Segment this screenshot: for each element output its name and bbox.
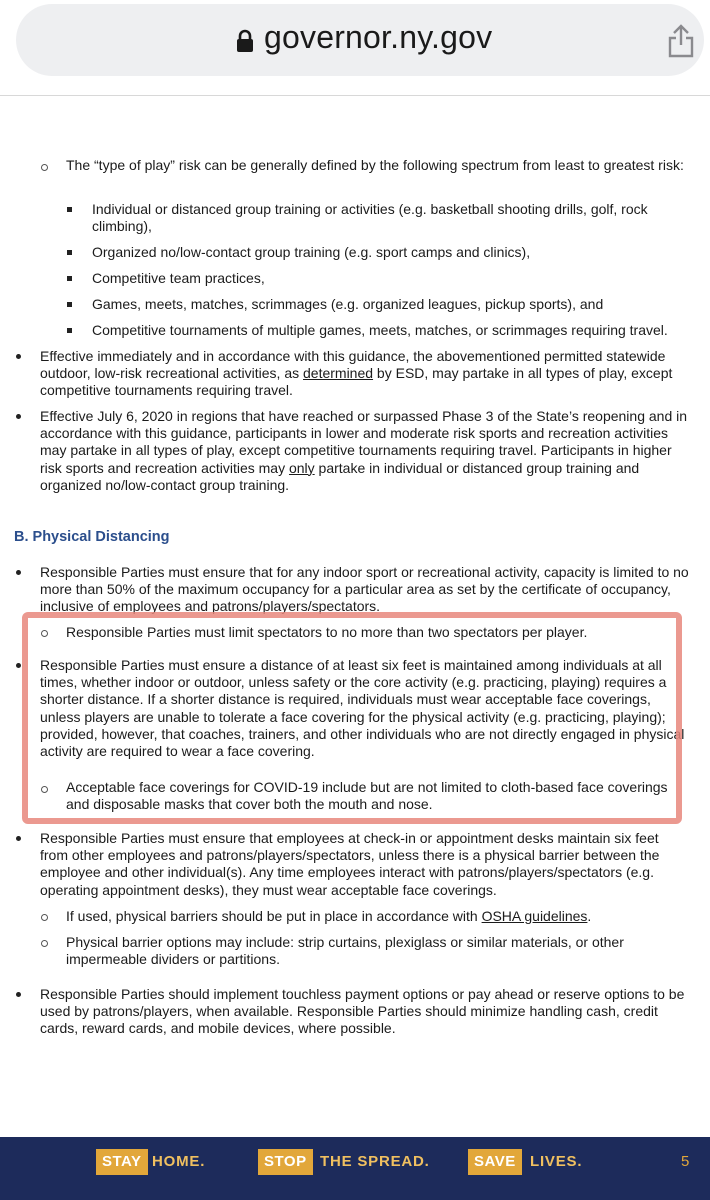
bullet-circle xyxy=(41,940,48,947)
bullet-dot xyxy=(16,354,21,359)
bullet-dot xyxy=(16,414,21,419)
bullet-circle xyxy=(41,786,48,793)
share-icon[interactable] xyxy=(666,24,696,58)
list-item: Competitive team practices, xyxy=(92,270,265,286)
lock-icon xyxy=(236,29,254,53)
bullet-square xyxy=(67,302,72,307)
toolbar-divider xyxy=(0,95,710,96)
text-run: . xyxy=(587,908,592,924)
list-item: Games, meets, matches, scrimmages (e.g. organized leagues, pickup sports), and xyxy=(92,296,604,312)
barriers-paragraph xyxy=(66,908,690,925)
page-number: 5 xyxy=(681,1153,690,1170)
list-item: Individual or distanced group training or activities (e.g. basketball shooting drills, golf, rock climbing), xyxy=(92,201,648,235)
underlined-term: determined xyxy=(303,365,374,382)
bullet-square xyxy=(67,328,72,333)
bullet-dot xyxy=(16,663,21,668)
bullet-circle xyxy=(41,630,48,637)
effective-july-paragraph xyxy=(40,408,690,494)
six-feet-paragraph: Responsible Parties must ensure a distance of at least six feet is maintained among individuals at all times, whether indoor or outdoor, unless safety or the core activity (e.g. practicing, playing) requires a shorter distance. If a shorter distance is required, individuals must wear acceptable face coverings, unless players are unable to tolerate a face covering for the physical activity (e.g. practicing, playing); provided, however, that coaches, trainers, and other individuals who are not directly engaged in physical activity are required to wear a face covering. xyxy=(40,657,685,760)
section-heading: B. Physical Distancing xyxy=(14,529,170,545)
browser-toolbar xyxy=(0,0,710,92)
list-item: Organized no/low-contact group training (e.g. sport camps and clinics), xyxy=(92,244,531,260)
bullet-circle xyxy=(41,914,48,921)
text-run: by ESD, may partake in all types of play, except competitive tournaments requiring travel. xyxy=(40,365,673,399)
osha-link[interactable]: OSHA guidelines xyxy=(481,908,588,924)
save-chip: SAVE xyxy=(468,1149,522,1175)
spread-text: THE SPREAD. xyxy=(320,1153,430,1170)
bullet-square xyxy=(67,250,72,255)
lives-text: LIVES. xyxy=(530,1153,583,1170)
capacity-paragraph: Responsible Parties must ensure that for any indoor sport or recreational activity, capacity is limited to no more than 50% of the maximum occupancy for a particular area as set by the certificate of occupancy, inclusive of employees and patrons/players/spectators. xyxy=(40,564,689,615)
underlined-term: only xyxy=(288,459,315,476)
type-of-play-intro: The “type of play” risk can be generally defined by the following spectrum from least to greatest risk: xyxy=(66,157,684,173)
list-item: Competitive tournaments of multiple games, meets, matches, or scrimmages requiring travel. xyxy=(92,322,668,338)
address-bar[interactable] xyxy=(16,4,704,76)
stay-chip: STAY xyxy=(96,1149,148,1175)
bullet-square xyxy=(67,276,72,281)
text-run: Effective July 6, 2020 in regions that have reached or surpassed Phase 3 of the State’s reopening and in accordance with this guidance, participants in lower and moderate risk sports and recreation activities may partake in all types of play, except competitive tournaments requiring travel. Participants in higher risk sports and recreation activities may xyxy=(40,408,688,476)
checkin-paragraph: Responsible Parties must ensure that employees at check-in or appointment desks maintain six feet from other employees and patrons/players/spectators, unless there is a physical barrier between the employee and other individual(s). Any time employees interact with patrons/players/spectators (e.g. operating appointment desks), they must wear acceptable face coverings. xyxy=(40,830,660,898)
touchless-paragraph: Responsible Parties should implement touchless payment options or pay ahead or reserve options to be used by patrons/players, when available. Responsible Parties should minimize handling cash, credit cards, reward cards, and mobile devices, where possible. xyxy=(40,986,685,1037)
bullet-dot xyxy=(16,992,21,997)
bullet-square xyxy=(67,207,72,212)
bullet-dot xyxy=(16,570,21,575)
text-run: If used, physical barriers should be put in place in accordance with xyxy=(66,908,482,924)
effective-immediately-paragraph xyxy=(40,348,690,400)
text-run: Effective immediately and in accordance with this guidance, the abovementioned permitted statewide outdoor, low-risk recreational activities, as xyxy=(40,348,666,382)
barrier-options-paragraph: Physical barrier options may include: strip curtains, plexiglass or similar materials, or other impermeable dividers or partitions. xyxy=(66,934,624,968)
home-text: HOME. xyxy=(152,1153,206,1170)
bullet-dot xyxy=(16,836,21,841)
face-coverings-paragraph: Acceptable face coverings for COVID-19 include but are not limited to cloth-based face coverings and disposable masks that cover both the mouth and nose. xyxy=(66,779,668,813)
url-text[interactable]: governor.ny.gov xyxy=(264,19,493,55)
text-run: partake in individual or distanced group training and organized no/low-contact group training. xyxy=(40,459,640,493)
stop-chip: STOP xyxy=(258,1149,313,1175)
footer-band xyxy=(0,1137,710,1200)
bullet-circle xyxy=(41,164,48,171)
spectators-paragraph: Responsible Parties must limit spectators to no more than two spectators per player. xyxy=(66,624,588,640)
